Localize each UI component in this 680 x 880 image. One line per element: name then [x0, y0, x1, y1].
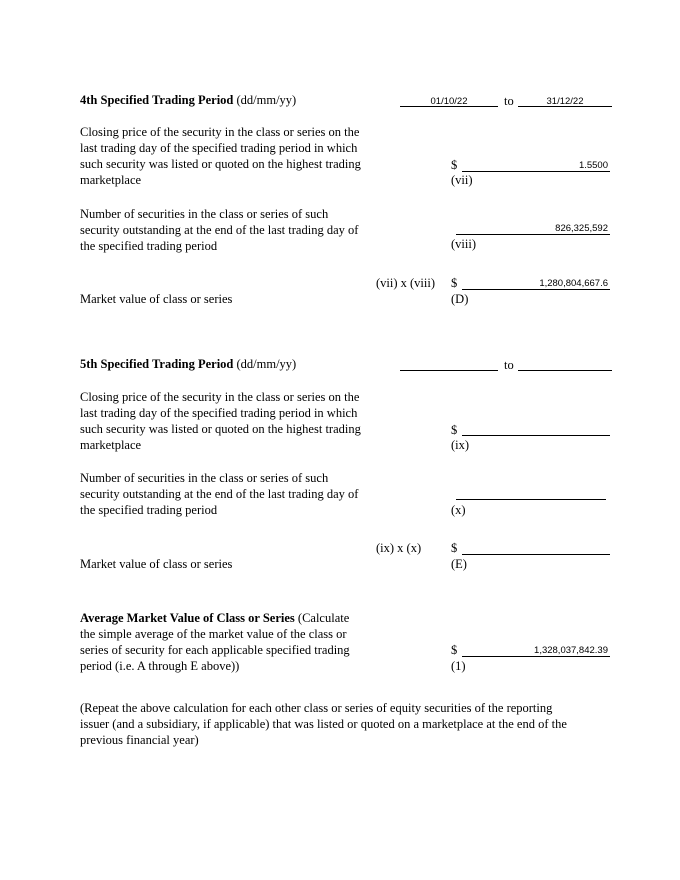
period4-heading [80, 92, 296, 108]
period5-number-ref: (x) [451, 503, 466, 517]
period5-closing-ref: (ix) [451, 438, 470, 452]
period4-number-value[interactable]: 826,325,592 [555, 223, 608, 234]
period5-to-word: to [504, 358, 514, 372]
average-heading: Average Market Value of Class or Series [80, 611, 295, 625]
period4-market-label: Market value of class or series [80, 292, 233, 306]
period5-closing-text: Closing price of the security in the class or series on the last trading day of the specified trading period in which such security was listed or quoted on the highest trading marketplace [80, 390, 361, 452]
period4-number-text: Number of securities in the class or series of such security outstanding at the end of the last trading day of the specified trading period [80, 207, 359, 253]
average-symbol: $ [451, 643, 458, 657]
period5-closing-line[interactable] [462, 435, 610, 436]
period4-heading-format: (dd/mm/yy) [233, 93, 297, 107]
average-value[interactable]: 1,328,037,842.39 [534, 645, 608, 656]
average-description: (Calculate the simple average of the market value of the class or series of security for each applicable specified trading period (i.e. A through E above)) [80, 611, 350, 673]
period4-number-ref: (viii) [451, 237, 476, 251]
period4-closing-ref: (vii) [451, 173, 473, 187]
period4-heading-bold: 4th Specified Trading Period [80, 93, 234, 107]
period4-market-ref: (D) [451, 292, 469, 306]
period5-market-ref: (E) [451, 557, 467, 571]
period5-heading-bold: 5th Specified Trading Period [80, 357, 234, 371]
period4-formula: (vii) x (viii) [376, 276, 436, 290]
period4-closing-symbol: $ [451, 158, 458, 172]
period4-to-word: to [504, 94, 514, 108]
period5-closing-symbol: $ [451, 423, 458, 437]
period5-from-line[interactable] [400, 370, 498, 371]
period4-market-symbol: $ [451, 276, 458, 290]
period4-closing-value[interactable]: 1.5500 [578, 160, 608, 171]
period5-number-text: Number of securities in the class or series of such security outstanding at the end of the last trading day of the specified trading period [80, 471, 359, 517]
period4-from-date[interactable]: 01/10/22 [430, 96, 468, 107]
period5-heading-format: (dd/mm/yy) [233, 357, 297, 371]
period5-market-line[interactable] [462, 554, 610, 555]
period5-heading [80, 356, 296, 372]
period5-to-line[interactable] [518, 370, 612, 371]
period5-market-label: Market value of class or series [80, 557, 233, 571]
period4-closing-text: Closing price of the security in the class or series on the last trading day of the specified trading period in which such security was listed or quoted on the highest trading marketplace [80, 125, 361, 187]
period4-to-date[interactable]: 31/12/22 [546, 96, 584, 107]
period5-formula: (ix) x (x) [376, 541, 422, 555]
average-ref: (1) [451, 659, 466, 673]
average-text [80, 610, 400, 674]
period5-market-symbol: $ [451, 541, 458, 555]
period4-market-value[interactable]: 1,280,804,667.6 [539, 278, 608, 289]
period5-number-line[interactable] [456, 499, 606, 500]
repeat-note: (Repeat the above calculation for each other class or series of equity securities of the reporting issuer (and a subsidiary, if applicable) that was listed or quoted on a marketplace at the end of the previous financial year) [80, 701, 567, 747]
